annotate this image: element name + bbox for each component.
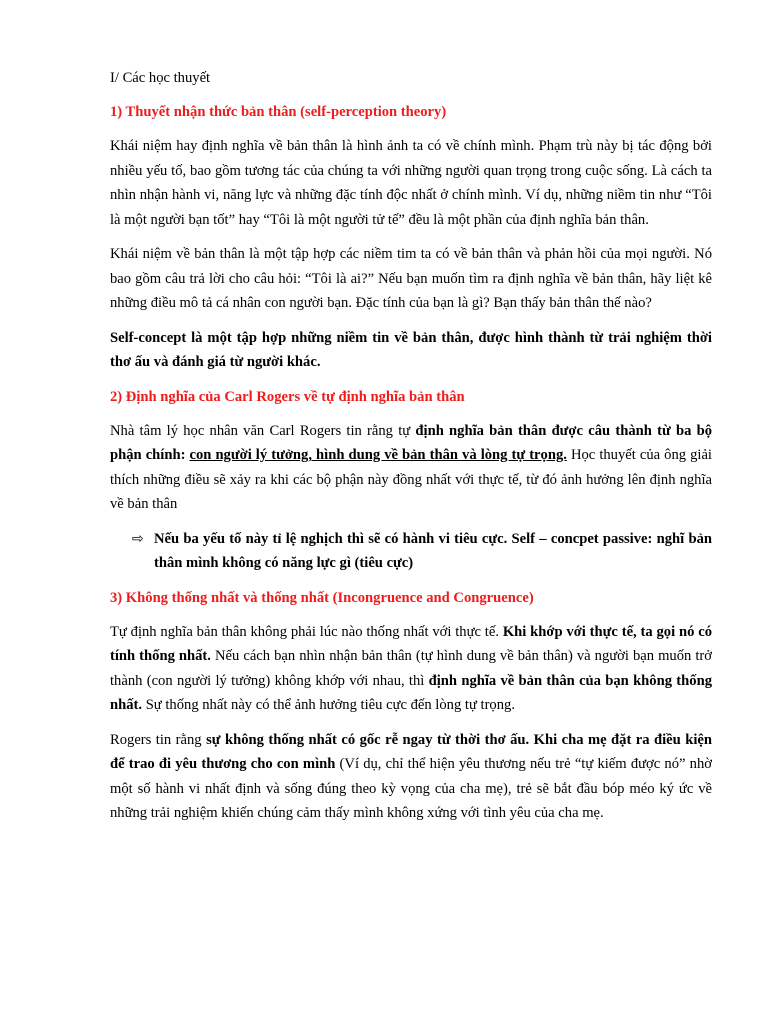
section-3-paragraph-2 bbox=[110, 728, 712, 826]
section-2-bold-b: định nghĩa bản thân được câu thành từ ba bộ phận chính: bbox=[110, 422, 713, 463]
section-3-heading: 3) Không thống nhất và thống nhất (Incongruence and Congruence) bbox=[110, 589, 534, 606]
section-2-text-a: Nhà tâm lý học nhân văn Carl Rogers tin rằng tự bbox=[110, 422, 416, 439]
section-3-text-c: Nếu cách bạn nhìn nhận bản thân (tự hình dung về bản thân) và người bạn muốn trở thành (con người lý tưởng) không khớp với nhau, thì bbox=[110, 648, 712, 689]
section-2-bold-underline: con người lý tưởng, hình dung về bản thân và lòng tự trọng. bbox=[189, 447, 567, 463]
section-3-p2-text-a: Rogers tin rằng bbox=[110, 731, 207, 748]
section-2-bullet bbox=[110, 527, 712, 576]
arrow-bullet-icon: ⇨ bbox=[132, 530, 144, 547]
section-3-text-e: Sự thống nhất này có thể ảnh hưởng tiêu cực đến lòng tự trọng. bbox=[142, 697, 515, 713]
section-3-paragraph-1 bbox=[110, 620, 712, 718]
section-2-bullet-text: Nếu ba yếu tố này tỉ lệ nghịch thì sẽ có hành vi tiêu cực. Self – concpet passive: nghĩ bản thân mình không có năng lực gì (tiêu cực) bbox=[154, 530, 712, 571]
section-3-text-a: Tự định nghĩa bản thân không phải lúc nào thống nhất với thực tế. bbox=[110, 623, 503, 640]
section-1-bold-summary: Self-concept là một tập hợp những niềm tin về bản thân, được hình thành từ trải nghiệm thời thơ ấu và đánh giá từ người khác. bbox=[110, 329, 712, 370]
section-1-paragraph-1: Khái niệm hay định nghĩa về bản thân là hình ảnh ta có về chính mình. Phạm trù này bị tác động bởi nhiều yếu tố, bao gồm tương tác của chúng ta với những người quan trọng trong cuộc sống. Là cách ta nhìn nhận hành vi, năng lực và những đặc tính độc nhất ở chính mình. Ví dụ, những niềm tin như “Tôi là một người bạn tốt” hay “Tôi là một người tử tế” đều là một phần của định nghĩa bản thân. bbox=[110, 138, 712, 228]
section-3-bold-d: định nghĩa về bản thân của bạn không thống nhất. bbox=[110, 672, 712, 713]
section-1-paragraph-2: Khái niệm về bản thân là một tập hợp các niềm tim ta có về bản thân và phản hồi của mọi người. Nó bao gồm câu trả lời cho câu hỏi: “Tôi là ai?” Nếu bạn muốn tìm ra định nghĩa về bản thân, hãy liệt kê những điều mô tả cá nhân con người bạn. Đặc tính của bạn là gì? Bạn thấy bản thân thế nào? bbox=[110, 246, 712, 311]
section-2-paragraph-1 bbox=[110, 419, 712, 517]
section-3-p2-bold-b: sự không thống nhất có gốc rễ ngay từ thời thơ ấu. Khi cha mẹ đặt ra điều kiện để trao đi yêu thương cho con mình bbox=[110, 731, 712, 772]
document-title: I/ Các học thuyết bbox=[110, 70, 211, 86]
section-3-bold-b: Khi khớp với thực tế, ta gọi nó có tính thống nhất. bbox=[110, 623, 712, 664]
section-2-heading: 2) Định nghĩa của Carl Rogers về tự định nghĩa bản thân bbox=[110, 388, 465, 405]
section-1-heading: 1) Thuyết nhận thức bản thân (self-perception theory) bbox=[110, 104, 447, 120]
section-3-p2-text-c: (Ví dụ, chỉ thể hiện yêu thương nếu trẻ “tự kiếm được nó” nhờ một số hành vi nhất định và sống đúng theo kỳ vọng của cha mẹ), trẻ sẽ bắt đầu bóp méo ký ức về những trải nghiệm khiến chúng cảm thấy mình không xứng với tình yêu của cha mẹ. bbox=[110, 756, 712, 821]
section-1-paragraph-3 bbox=[110, 326, 712, 375]
section-2-text-d: Học thuyết của ông giải thích những điều sẽ xảy ra khi các bộ phận này đồng nhất với thực tế, từ đó ảnh hưởng lên định nghĩa về bản thân bbox=[110, 447, 712, 512]
